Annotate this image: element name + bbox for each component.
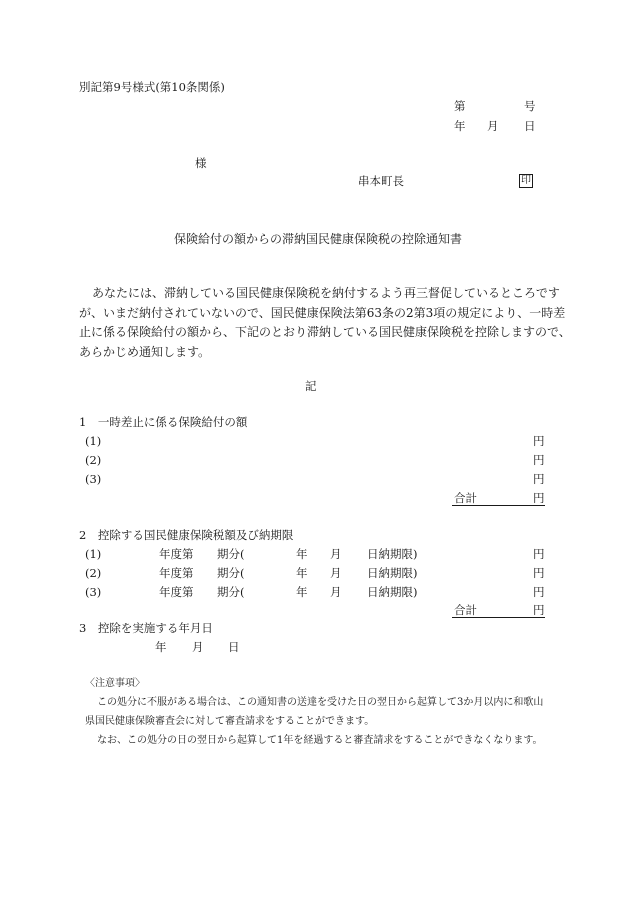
section1-item-3: (3) (85, 472, 102, 486)
section2-row3-yen: 円 (533, 585, 545, 599)
date-year: 年 (454, 119, 466, 133)
issuer-name: 串本町長 (358, 174, 404, 188)
section2-row1-yen: 円 (533, 547, 545, 561)
section2-row2-month: 月 (330, 566, 342, 580)
section1-item-2: (2) (85, 453, 102, 467)
section2-row3-year: 年 (296, 585, 308, 599)
section2-row3-no: (3) (85, 585, 102, 599)
section2-total-yen: 円 (533, 603, 545, 617)
section2-row3-nendo: 年度第 (159, 585, 194, 599)
section2-row2-kibun: 期分( (217, 566, 245, 580)
notes-line-1: この処分に不服がある場合は、この通知書の送達を受けた日の翌日から起算して3か月以内に和歌山 (97, 697, 544, 708)
section1-total-underline (452, 505, 545, 506)
body-line-2: が、いまだ納付されていないので、国民健康保険法第63条の2第3項の規定により、一時差 (79, 306, 566, 320)
addressee-suffix: 様 (195, 156, 207, 170)
section2-row1-year: 年 (296, 547, 308, 561)
section3-year: 年 (155, 640, 167, 654)
section3-day: 日 (228, 640, 240, 654)
section1-heading: 1 一時差止に係る保険給付の額 (79, 415, 248, 429)
section2-row3-month: 月 (330, 585, 342, 599)
section2-row2-nendo: 年度第 (159, 566, 194, 580)
ki-mark: 記 (305, 379, 317, 393)
section1-yen-2: 円 (533, 453, 545, 467)
notes-heading: 〈注意事項〉 (85, 678, 145, 689)
section1-total-yen: 円 (533, 491, 545, 505)
doc-number-dai: 第 (454, 99, 466, 113)
date-month: 月 (487, 119, 499, 133)
section2-row2-no: (2) (85, 566, 102, 580)
seal-mark: 印 (521, 175, 531, 186)
section1-total-label: 合計 (454, 491, 477, 505)
section2-heading: 2 控除する国民健康保険税額及び納期限 (79, 528, 294, 542)
section1-yen-1: 円 (533, 434, 545, 448)
section2-row2-deadline: 日納期限) (367, 566, 418, 580)
body-line-3: 止に係る保険給付の額から、下記のとおり滞納している国民健康保険税を控除しますので、 (79, 325, 571, 339)
section3-month: 月 (192, 640, 204, 654)
section3-heading: 3 控除を実施する年月日 (79, 621, 213, 635)
section2-row1-nendo: 年度第 (159, 547, 194, 561)
notes-line-3: なお、この処分の日の翌日から起算して1年を経過すると審査請求をすることができなくなります。 (97, 735, 543, 746)
section2-row2-yen: 円 (533, 566, 545, 580)
section2-row1-deadline: 日納期限) (367, 547, 418, 561)
section2-total-underline (452, 617, 545, 618)
section2-row2-year: 年 (296, 566, 308, 580)
form-label: 別記第9号様式(第10条関係) (79, 80, 225, 94)
section1-item-1: (1) (85, 434, 102, 448)
body-line-4: あらかじめ通知します。 (79, 345, 211, 359)
doc-number-go: 号 (524, 99, 536, 113)
date-day: 日 (524, 119, 536, 133)
notes-line-2: 県国民健康保険審査会に対して審査請求をすることができます。 (85, 716, 375, 727)
document-title: 保険給付の額からの滞納国民健康保険税の控除通知書 (174, 232, 463, 246)
section2-row3-kibun: 期分( (217, 585, 245, 599)
section2-row3-deadline: 日納期限) (367, 585, 418, 599)
section2-total-label: 合計 (454, 603, 477, 617)
section1-yen-3: 円 (533, 472, 545, 486)
section2-row1-no: (1) (85, 547, 102, 561)
section2-row1-month: 月 (330, 547, 342, 561)
section2-row1-kibun: 期分( (217, 547, 245, 561)
body-line-1: あなたには、滞納している国民健康保険税を納付するよう再三督促しているところです (92, 286, 560, 300)
